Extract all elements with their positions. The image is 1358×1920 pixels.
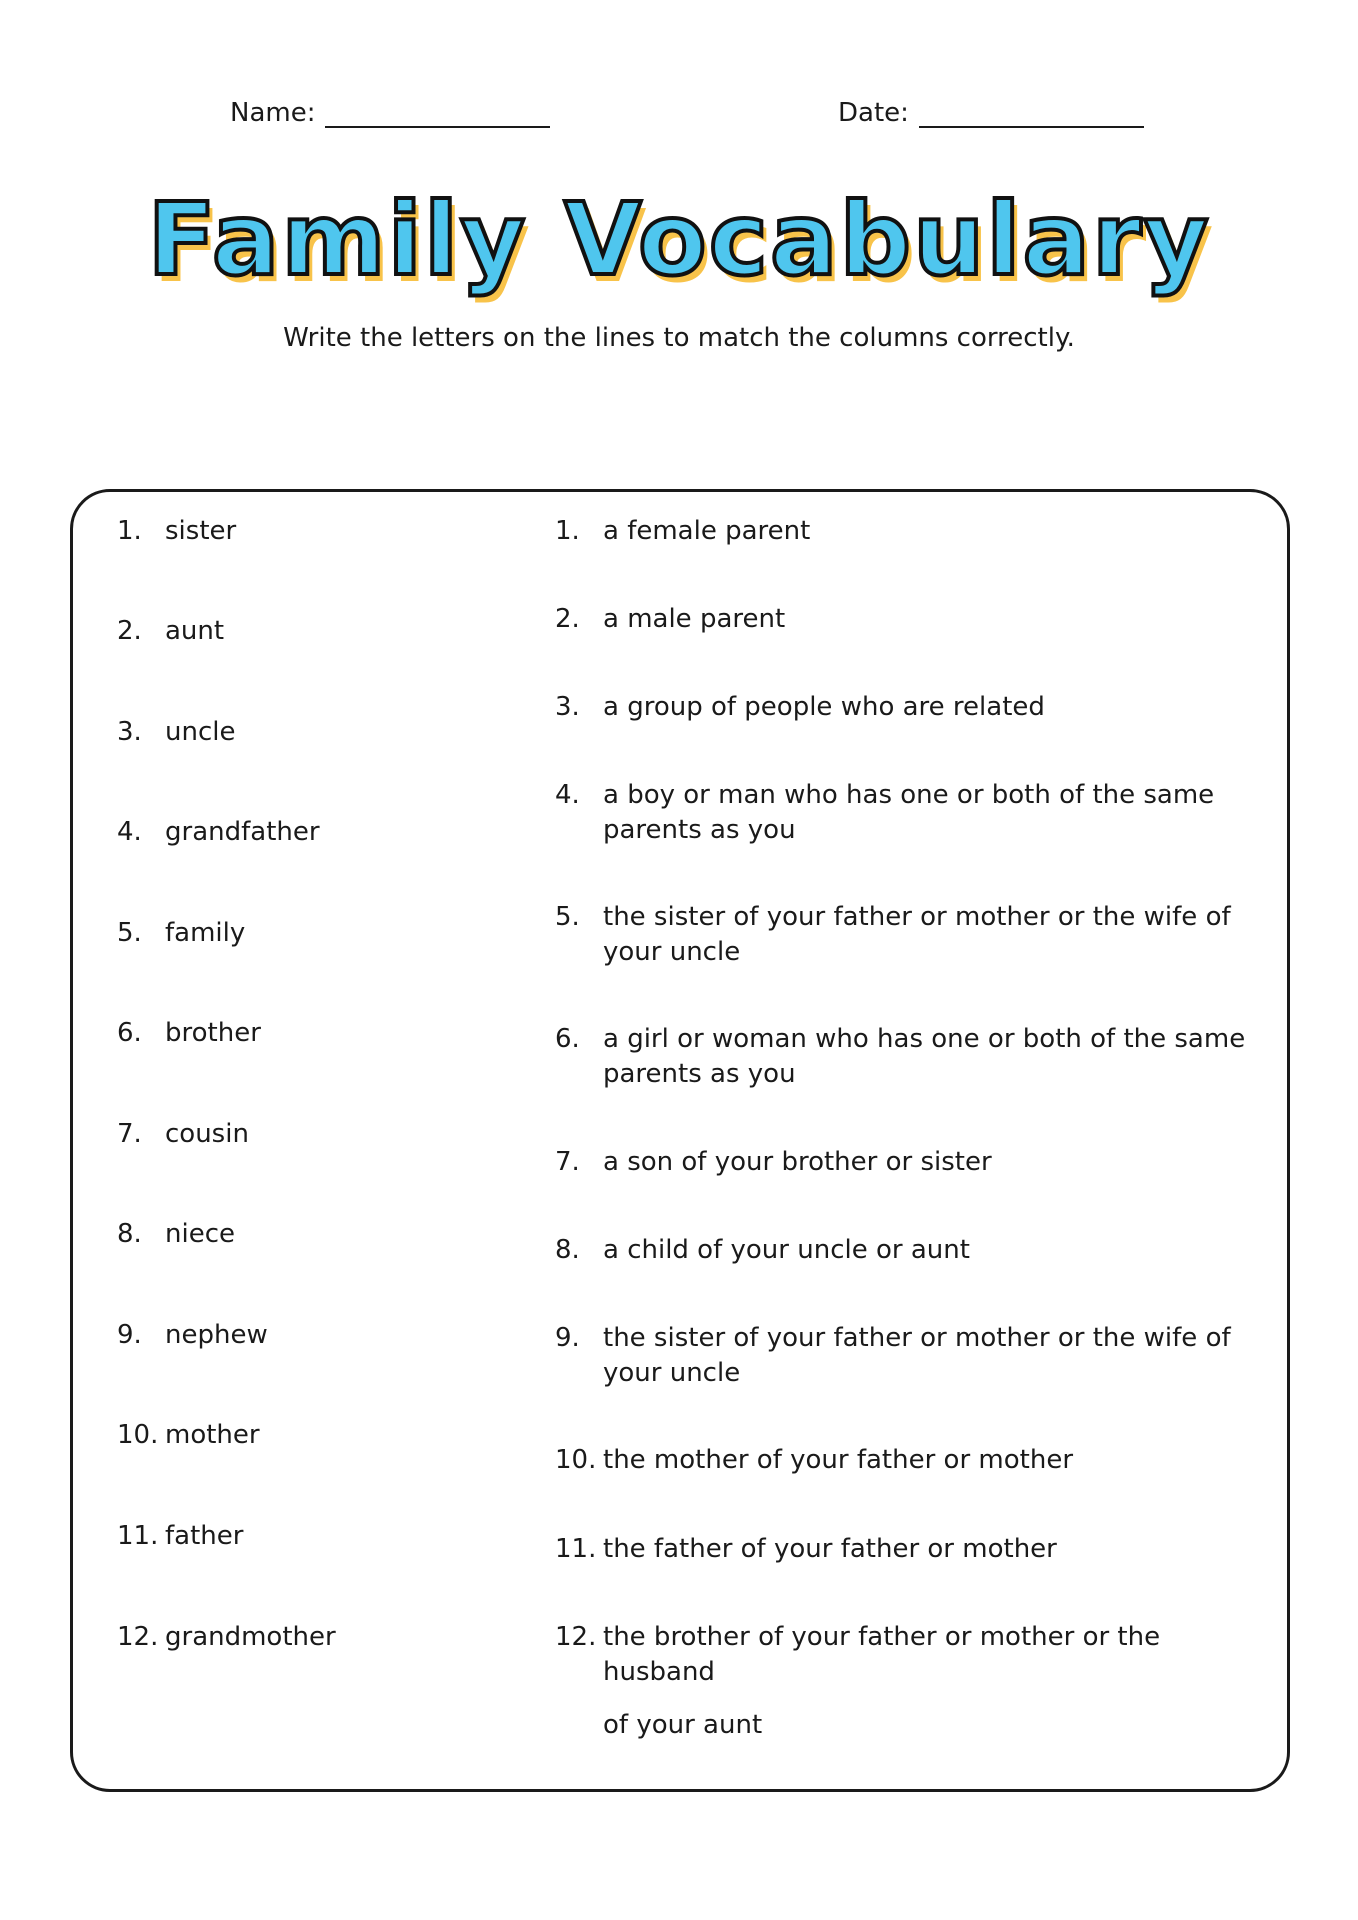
definition-item [555,900,1275,970]
word-number: 11. [117,1521,159,1551]
word-item [117,815,320,850]
definition-item [555,1022,1275,1092]
word-number: 4. [117,817,142,847]
definition-item [555,1321,1275,1391]
word-number: 3. [117,717,142,747]
page-title: Family Vocabulary [147,181,1211,298]
word-item [117,614,224,649]
word-text: cousin [165,1119,249,1149]
word-item [117,1418,260,1453]
definition-number: 11. [555,1534,597,1564]
definition-text: the sister of your father or mother or the wife of your uncle [603,1323,1231,1388]
word-text: brother [165,1018,261,1048]
definition-item [555,602,1275,637]
date-answer-line[interactable] [919,98,1144,128]
word-number: 8. [117,1219,142,1249]
word-number: 9. [117,1320,142,1350]
word-number: 5. [117,918,142,948]
definition-number: 10. [555,1445,597,1475]
word-text: aunt [165,616,225,646]
word-text: grandmother [165,1622,336,1652]
definition-text: the father of your father or mother [603,1534,1057,1564]
definition-text: the mother of your father or mother [603,1445,1074,1475]
instructions: Write the letters on the lines to match the columns correctly. [283,323,1075,353]
definition-number: 4. [555,780,580,810]
definition-text: a son of your brother or sister [603,1147,992,1177]
name-label: Name: [230,98,316,128]
word-number: 1. [117,516,142,546]
word-item [117,1117,249,1152]
definition-number: 1. [555,516,580,546]
word-item [117,916,245,951]
definition-text: the brother of your father or mother or the husband [603,1622,1161,1687]
word-text: father [165,1521,244,1551]
definition-text: a female parent [603,516,811,546]
word-number: 6. [117,1018,142,1048]
definition-item [555,690,1275,725]
word-item [117,715,235,750]
definition-number: 3. [555,692,580,722]
word-item [117,1519,243,1554]
definition-item [555,1443,1275,1478]
definition-item [555,1233,1275,1268]
name-answer-line[interactable] [325,98,550,128]
title-area [0,181,1358,298]
word-text: uncle [165,717,236,747]
word-number: 10. [117,1420,159,1450]
definition-text: a group of people who are related [603,692,1045,722]
word-number: 2. [117,616,142,646]
definition-number: 2. [555,604,580,634]
word-text: family [165,918,246,948]
definition-text: a girl or woman who has one or both of the same parents as you [603,1024,1246,1089]
word-text: niece [165,1219,235,1249]
definition-number: 7. [555,1147,580,1177]
definition-text: a boy or man who has one or both of the same parents as you [603,780,1215,845]
word-text: nephew [165,1320,268,1350]
definition-item [555,1532,1275,1567]
definition-text: a male parent [603,604,786,634]
matching-box [70,489,1290,1792]
name-field [230,98,550,128]
word-item [117,1318,268,1353]
word-number: 7. [117,1119,142,1149]
definition-item [555,514,1275,549]
word-text: grandfather [165,817,320,847]
definition-item [555,1145,1275,1180]
definition-item-continued [555,1708,1275,1743]
definition-number: 8. [555,1235,580,1265]
word-number: 12. [117,1622,159,1652]
word-item [117,1016,261,1051]
definition-number: 9. [555,1323,580,1353]
word-text: mother [165,1420,260,1450]
definition-text: a child of your uncle or aunt [603,1235,970,1265]
definition-number: 6. [555,1024,580,1054]
word-item [117,1620,336,1655]
definition-item [555,778,1275,848]
definition-item [555,1620,1275,1690]
word-item [117,1217,235,1252]
date-field [838,98,1144,128]
word-text: sister [165,516,237,546]
definition-number: 5. [555,902,580,932]
word-item [117,514,236,549]
definition-number: 12. [555,1622,597,1652]
definition-text: the sister of your father or mother or the wife of your uncle [603,902,1231,967]
definition-text: of your aunt [603,1710,763,1740]
date-label: Date: [838,98,909,128]
